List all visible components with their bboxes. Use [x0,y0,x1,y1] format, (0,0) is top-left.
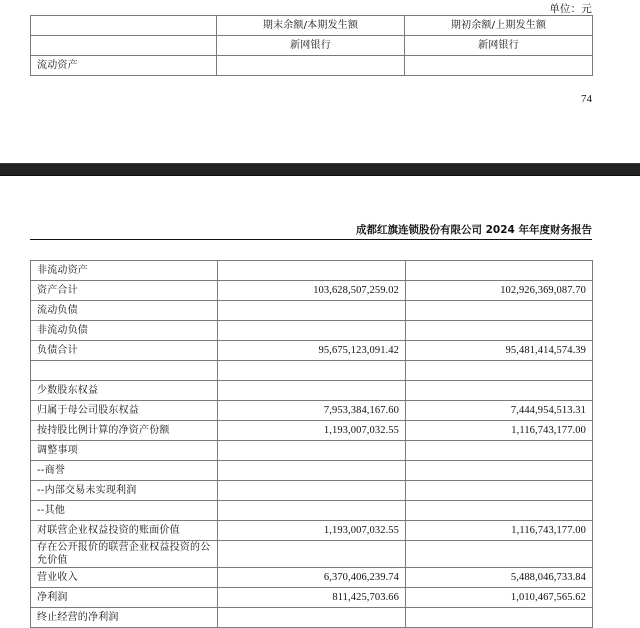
row-value-prior [406,261,593,281]
table-row [31,321,593,341]
table-row [31,401,593,421]
page-number: 74 [581,93,592,105]
page-separator-band [0,163,640,176]
row-label: 归属于母公司股东权益 [31,401,218,421]
column-header-blank [31,16,217,36]
row-label: --内部交易未实现利润 [31,481,218,501]
row-value-current: 1,193,007,032.55 [218,521,406,541]
table-row [31,441,593,461]
row-label: 按持股比例计算的净资产份额 [31,421,218,441]
table-row [31,608,593,628]
row-label: 流动负债 [31,301,218,321]
row-value-prior: 102,926,369,087.70 [406,281,593,301]
table-associate-financials-body [31,261,593,628]
row-value-prior [406,361,593,381]
row-label: 净利润 [31,588,218,608]
unit-label: 单位：元 [549,3,592,15]
row-value-prior: 1,010,467,565.62 [406,588,593,608]
row-value-current [218,481,406,501]
table-subsidiary-header-body [31,16,593,76]
row-value-current: 1,193,007,032.55 [218,421,406,441]
table-associate-financials [30,260,593,628]
subheader-blank [31,36,217,56]
table-row [31,588,593,608]
row-value-current [218,501,406,521]
table-row [31,341,593,361]
row-label: 少数股东权益 [31,381,218,401]
row-value-prior [406,381,593,401]
row-value-current [217,56,405,76]
table-header-row [31,16,593,36]
row-label: 存在公开报价的联营企业权益投资的公允价值 [31,541,218,568]
row-value-prior [406,441,593,461]
row-label: 终止经营的净利润 [31,608,218,628]
row-label: 流动资产 [31,56,217,76]
row-label: 调整事项 [31,441,218,461]
table-row [31,461,593,481]
table-row [31,56,593,76]
row-value-prior [406,501,593,521]
row-value-current: 103,628,507,259.02 [218,281,406,301]
table-row [31,301,593,321]
table-subsidiary-header [30,15,593,76]
row-value-prior: 5,488,046,733.84 [406,568,593,588]
row-value-current [218,381,406,401]
row-value-current [218,301,406,321]
table-row [31,361,593,381]
row-label-blank [31,361,218,381]
table-row [31,501,593,521]
row-label: 非流动资产 [31,261,218,281]
table-row [31,281,593,301]
row-value-prior: 95,481,414,574.39 [406,341,593,361]
page-header-title: 成都红旗连锁股份有限公司 2024 年年度财务报告 [355,224,592,236]
column-header: 期末余额/本期发生额 [217,16,405,36]
row-value-current: 6,370,406,239.74 [218,568,406,588]
table-row [31,421,593,441]
row-value-prior: 1,116,743,177.00 [406,521,593,541]
row-label: 资产合计 [31,281,218,301]
row-value-prior [406,321,593,341]
column-header: 期初余额/上期发生额 [405,16,593,36]
row-value-current [218,261,406,281]
subheader-entity: 新网银行 [217,36,405,56]
row-value-prior [406,541,593,568]
row-value-prior [405,56,593,76]
row-value-current: 7,953,384,167.60 [218,401,406,421]
row-value-prior [406,461,593,481]
table-row [31,481,593,501]
row-label: --商誉 [31,461,218,481]
row-label: 非流动负债 [31,321,218,341]
row-label: --其他 [31,501,218,521]
row-value-prior [406,481,593,501]
page-header-rule [30,239,592,240]
table-row [31,568,593,588]
table-row [31,261,593,281]
row-value-current [218,608,406,628]
subheader-entity: 新网银行 [405,36,593,56]
row-value-current: 811,425,703.66 [218,588,406,608]
row-value-current [218,461,406,481]
row-label: 营业收入 [31,568,218,588]
table-row [31,381,593,401]
table-row [31,521,593,541]
table-subheader-row [31,36,593,56]
row-value-prior [406,301,593,321]
row-value-current [218,541,406,568]
row-value-current [218,441,406,461]
row-value-current: 95,675,123,091.42 [218,341,406,361]
row-value-current [218,321,406,341]
row-label: 负债合计 [31,341,218,361]
row-label: 对联营企业权益投资的账面价值 [31,521,218,541]
row-value-prior: 7,444,954,513.31 [406,401,593,421]
table-row [31,541,593,568]
row-value-current [218,361,406,381]
row-value-prior [406,608,593,628]
row-value-prior: 1,116,743,177.00 [406,421,593,441]
